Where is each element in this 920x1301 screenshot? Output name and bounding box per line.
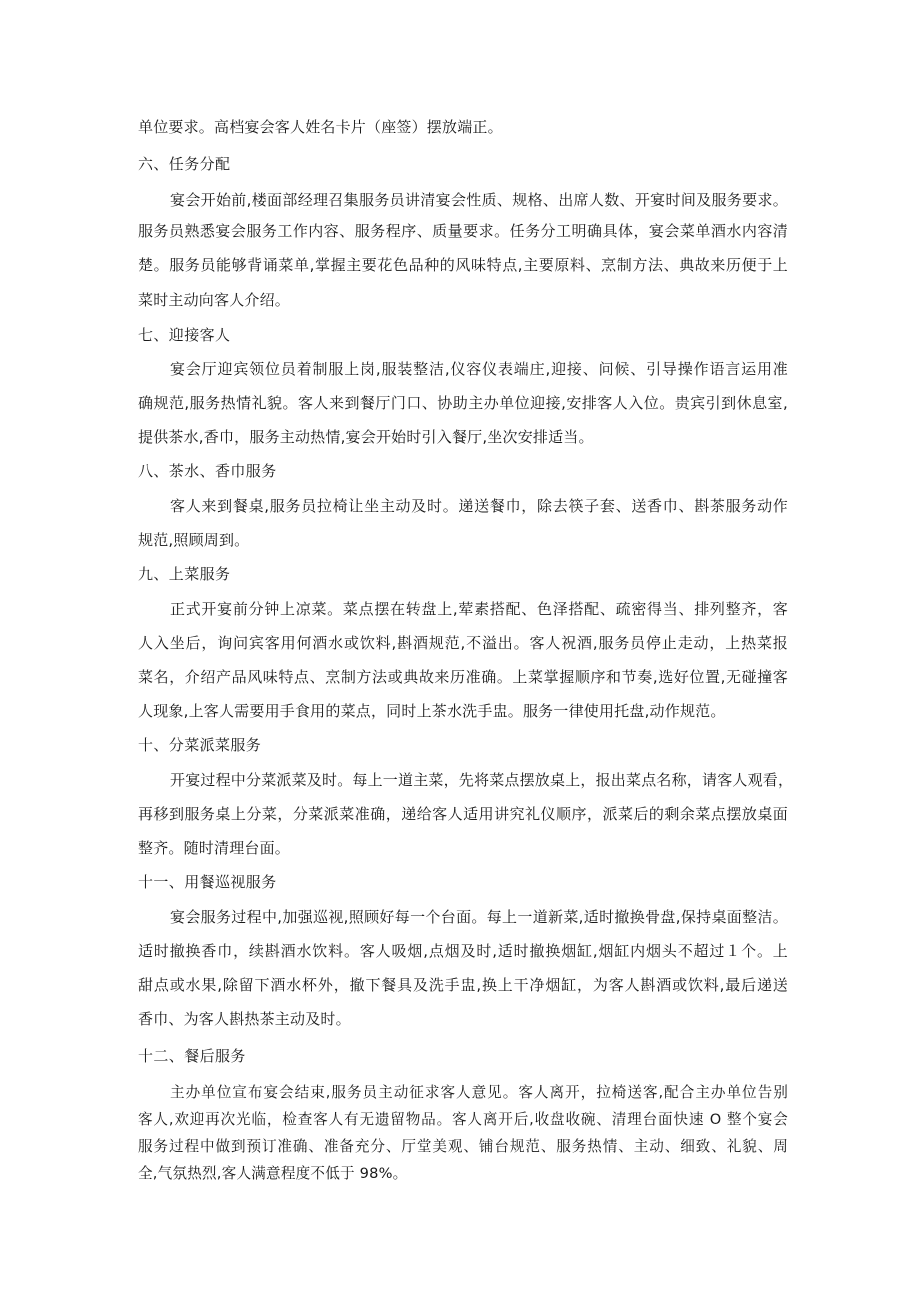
section-heading-dish-portioning: 十、分菜派菜服务 [138, 736, 262, 754]
paragraph-line: 客人,欢迎再次光临，检查客人有无遗留物品。客人离开后,收盘收碗、清理台面快速 O 整个宴会 [138, 1111, 788, 1128]
intro-line: 单位要求。高档宴会客人姓名卡片（座签）摆放端正。 [138, 118, 503, 136]
section-heading-greeting-guests: 七、迎接客人 [138, 326, 231, 344]
paragraph-line: 主办单位宣布宴会结束,服务员主动征求客人意见。客人离开，拉椅送客,配合主办单位告别 [170, 1084, 788, 1101]
section-heading-task-assignment: 六、任务分配 [138, 155, 231, 173]
section-heading-after-meal-service: 十二、餐后服务 [138, 1047, 246, 1065]
paragraph-line: 菜名，介绍产品风味特点、烹制方法或典故来历准确。上菜掌握顺序和节奏,选好位置,无碰撞客 [138, 668, 788, 686]
paragraph-line: 人现象,上客人需要用手食用的菜点，同时上茶水洗手盅。服务一律使用托盘,动作规范。 [138, 702, 726, 720]
paragraph-line: 服务员熟悉宴会服务工作内容、服务程序、质量要求。任务分工明确具体，宴会菜单酒水内容清 [138, 222, 788, 240]
paragraph-line: 正式开宴前分钟上凉菜。菜点摆在转盘上,荤素搭配、色泽搭配、疏密得当、排列整齐，客 [170, 600, 788, 618]
paragraph-line: 宴会厅迎宾领位员着制服上岗,服装整洁,仪容仪表端庄,迎接、问候、引导操作语言运用准 [170, 360, 788, 378]
paragraph-line: 适时撤换香巾，续斟酒水饮料。客人吸烟,点烟及时,适时撤换烟缸,烟缸内烟头不超过１个。上 [138, 942, 788, 960]
paragraph-line: 确规范,服务热情礼貌。客人来到餐厅门口、协助主办单位迎接,安排客人入位。贵宾引到休息室, [138, 394, 788, 412]
paragraph-line: 服务过程中做到预订准确、准备充分、厅堂美观、铺台规范、服务热情、主动、细致、礼貌、周 [138, 1138, 788, 1155]
paragraph-line: 楚。服务员能够背诵菜单,掌握主要花色品种的风味特点,主要原料、烹制方法、典故来历便于上 [138, 256, 788, 274]
paragraph-line: 菜时主动向客人介绍。 [138, 291, 291, 309]
paragraph-line: 提供茶水,香巾，服务主动热情,宴会开始时引入餐厅,坐次安排适当。 [138, 428, 594, 446]
paragraph-line: 香巾、为客人斟热茶主动及时。 [138, 1010, 351, 1028]
paragraph-line: 开宴过程中分菜派菜及时。每上一道主菜，先将菜点摆放桌上，报出菜点名称，请客人观看， [170, 771, 794, 789]
paragraph-line: 宴会开始前,楼面部经理召集服务员讲清宴会性质、规格、出席人数、开宴时间及服务要求。 [170, 191, 788, 209]
section-heading-serving-dishes: 九、上菜服务 [138, 565, 231, 583]
paragraph-line: 宴会服务过程中,加强巡视,照顾好每一个台面。每上一道新菜,适时撤换骨盘,保持桌面整洁。 [170, 908, 788, 926]
paragraph-line: 人入坐后，询问宾客用何酒水或饮料,斟酒规范,不溢出。客人祝酒,服务员停止走动，上热菜报 [138, 634, 788, 652]
paragraph-line: 规范,照顾周到。 [138, 531, 250, 549]
section-heading-tea-towel-service: 八、茶水、香巾服务 [138, 462, 277, 480]
paragraph-line: 全,气氛热烈,客人满意程度不低于 98%。 [138, 1165, 408, 1182]
paragraph-line: 再移到服务桌上分菜，分菜派菜准确，递给客人适用讲究礼仪顺序，派菜后的剩余菜点摆放桌面 [138, 805, 788, 823]
paragraph-line: 甜点或水果,除留下酒水杯外，撤下餐具及洗手盅,换上干净烟缸，为客人斟酒或饮料,最后递送 [138, 976, 788, 994]
section-heading-dining-patrol: 十一、用餐巡视服务 [138, 873, 277, 891]
paragraph-line: 客人来到餐桌,服务员拉椅让坐主动及时。递送餐巾，除去筷子套、送香巾、斟茶服务动作 [170, 497, 788, 515]
paragraph-line: 整齐。随时清理台面。 [138, 839, 291, 857]
